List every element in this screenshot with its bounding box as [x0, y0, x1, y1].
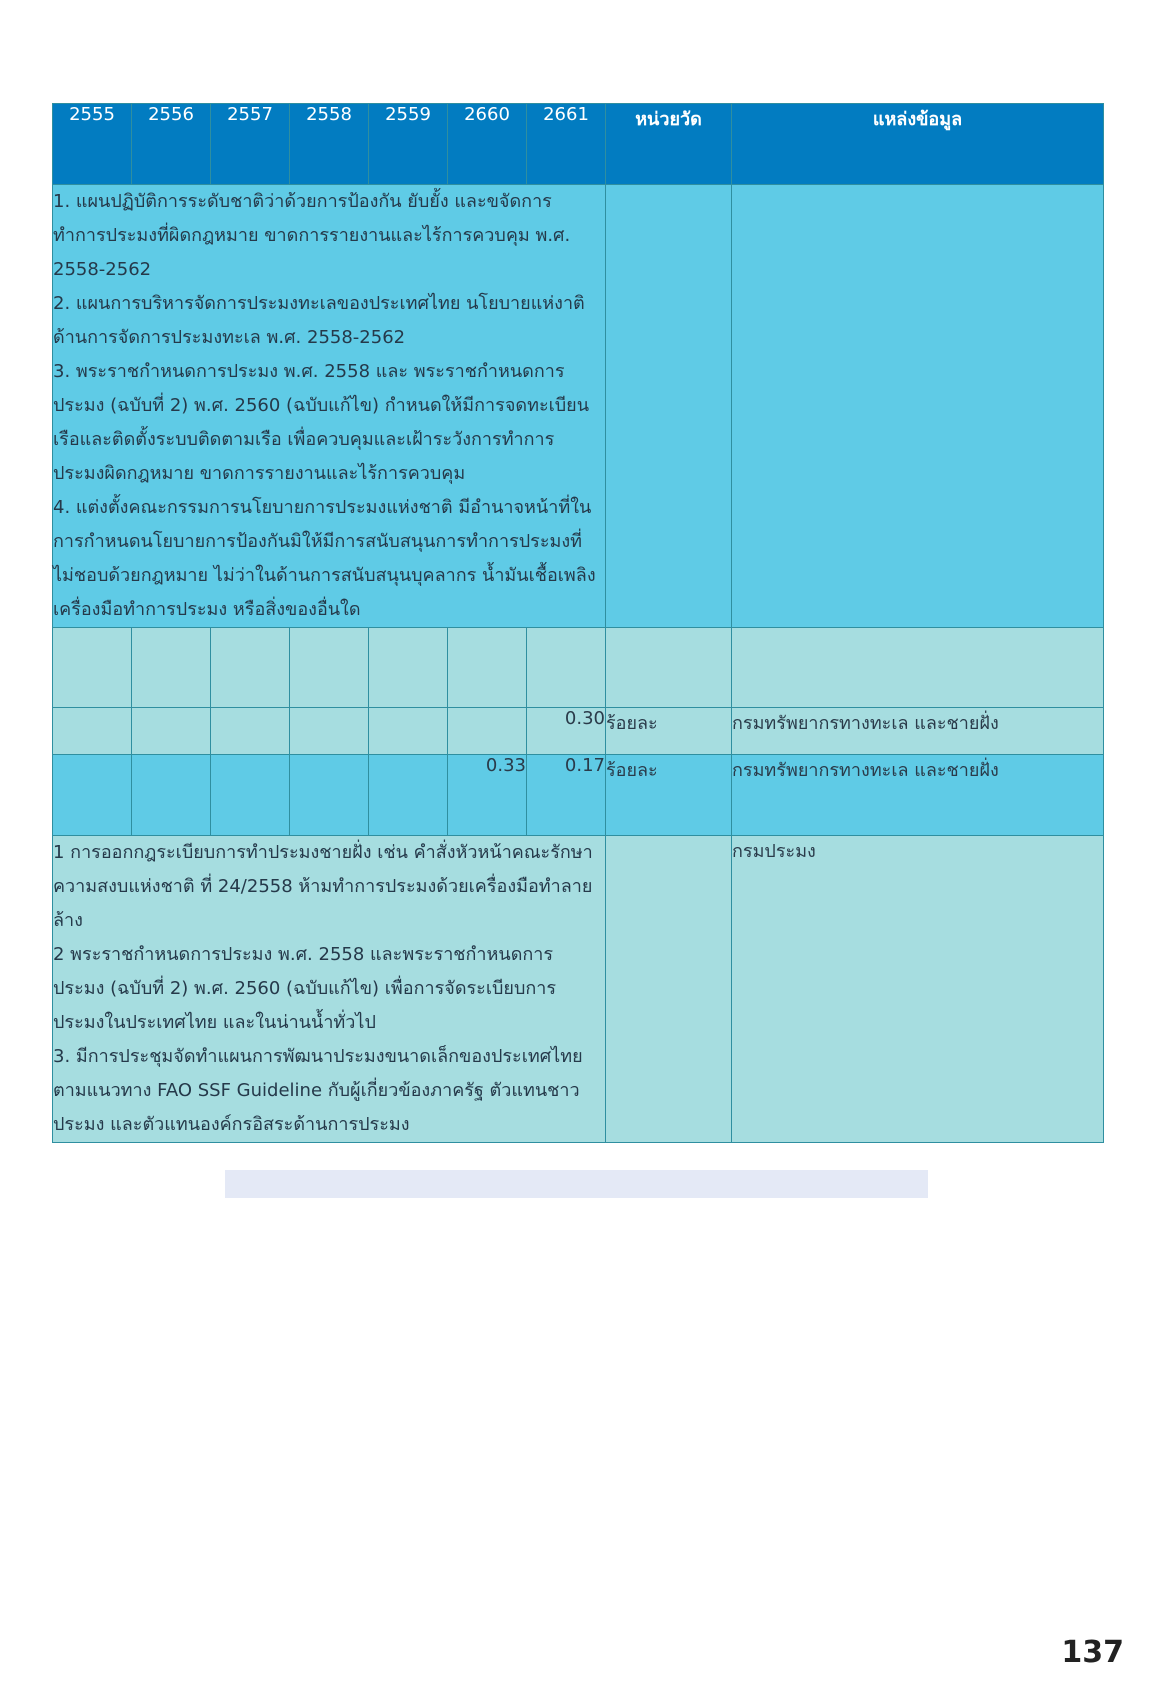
- value-cell: [132, 628, 211, 708]
- unit-cell: ร้อยละ: [606, 708, 732, 755]
- text-line: ประมงผิดกฎหมาย ขาดการรายงานและไร้การควบคุม: [53, 463, 466, 484]
- value-cell: [290, 628, 369, 708]
- indicator-table: [52, 103, 1104, 1143]
- text-line: การกำหนดนโยบายการป้องกันมิให้มีการสนับสนุนการทำการประมงที่: [53, 531, 583, 552]
- text-line: ประมง (ฉบับที่ 2) พ.ศ. 2560 (ฉบับแก้ไข) กำหนดให้มีการจดทะเบียน: [53, 395, 590, 416]
- source-cell: กรมทรัพยากรทางทะเล และชายฝั่ง: [732, 755, 1104, 836]
- value-cell: [211, 628, 290, 708]
- data-row: [53, 755, 1104, 836]
- text-line: ความสงบแห่งชาติ ที่ 24/2558 ห้ามทำการประมงด้วยเครื่องมือทำลาย: [53, 876, 593, 897]
- source-cell: กรมประมง: [732, 836, 1104, 1143]
- footer-bar: [225, 1170, 928, 1198]
- value-cell: [53, 708, 132, 755]
- value-cell: [290, 755, 369, 836]
- policy-section-row: [53, 185, 1104, 628]
- year-header: 2556: [132, 104, 211, 185]
- value-cell: [527, 628, 606, 708]
- value-cell: [369, 628, 448, 708]
- value-cell: [448, 708, 527, 755]
- value-cell: 0.33: [448, 755, 527, 836]
- unit-cell: ร้อยละ: [606, 755, 732, 836]
- text-line: เครื่องมือทำการประมง หรือสิ่งของอื่นใด: [53, 599, 361, 620]
- value-cell: [211, 755, 290, 836]
- value-cell: 0.17: [527, 755, 606, 836]
- text-line: เรือและติดตั้งระบบติดตามเรือ เพื่อควบคุมและเฝ้าระวังการทำการ: [53, 429, 555, 450]
- text-line: 3. พระราชกำหนดการประมง พ.ศ. 2558 และ พระราชกำหนดการ: [53, 361, 565, 382]
- unit-cell: [606, 628, 732, 708]
- fisheries-measures-text: [53, 836, 606, 1143]
- source-cell: [732, 628, 1104, 708]
- value-cell: 0.30: [527, 708, 606, 755]
- value-cell: [132, 755, 211, 836]
- value-cell: [290, 708, 369, 755]
- fisheries-section-row: [53, 836, 1104, 1143]
- text-line: ด้านการจัดการประมงทะเล พ.ศ. 2558-2562: [53, 327, 406, 348]
- year-header: 2558: [290, 104, 369, 185]
- year-header: 2559: [369, 104, 448, 185]
- source-header: แหล่งข้อมูล: [732, 104, 1104, 185]
- value-cell: [132, 708, 211, 755]
- policy-measures-text: [53, 185, 606, 628]
- year-header: 2555: [53, 104, 132, 185]
- header-row: [53, 104, 1104, 185]
- unit-cell: [606, 185, 732, 628]
- text-line: 2558-2562: [53, 259, 152, 280]
- text-line: ตามแนวทาง FAO SSF Guideline กับผู้เกี่ยวข้องภาครัฐ ตัวแทนชาว: [53, 1080, 580, 1101]
- value-cell: [53, 628, 132, 708]
- year-header: 2557: [211, 104, 290, 185]
- value-cell: [211, 708, 290, 755]
- year-header: 2660: [448, 104, 527, 185]
- value-cell: [369, 708, 448, 755]
- text-line: 2. แผนการบริหารจัดการประมงทะเลของประเทศไทย นโยบายแห่งาติ: [53, 293, 585, 314]
- empty-row: [53, 628, 1104, 708]
- text-line: 3. มีการประชุมจัดทำแผนการพัฒนาประมงขนาดเล็กของประเทศไทย: [53, 1046, 583, 1067]
- page-number: 137: [1061, 1635, 1124, 1670]
- text-line: ประมง (ฉบับที่ 2) พ.ศ. 2560 (ฉบับแก้ไข) เพื่อการจัดระเบียบการ: [53, 978, 557, 999]
- text-line: ประมง และตัวแทนองค์กรอิสระด้านการประมง: [53, 1114, 410, 1135]
- year-header: 2661: [527, 104, 606, 185]
- text-line: 4. แต่งตั้งคณะกรรมการนโยบายการประมงแห่งชาติ มีอำนาจหน้าที่ใน: [53, 497, 592, 518]
- unit-cell: [606, 836, 732, 1143]
- text-line: ล้าง: [53, 910, 83, 931]
- value-cell: [369, 755, 448, 836]
- text-line: 2 พระราชกำหนดการประมง พ.ศ. 2558 และพระราชกำหนดการ: [53, 944, 554, 965]
- text-line: ทำการประมงที่ผิดกฎหมาย ขาดการรายงานและไร้การควบคุม พ.ศ.: [53, 225, 571, 246]
- unit-header: หน่วยวัด: [606, 104, 732, 185]
- text-line: ประมงในประเทศไทย และในน่านน้ำทั่วไป: [53, 1012, 376, 1033]
- value-cell: [53, 755, 132, 836]
- source-cell: กรมทรัพยากรทางทะเล และชายฝั่ง: [732, 708, 1104, 755]
- source-cell: [732, 185, 1104, 628]
- text-line: ไม่ชอบด้วยกฎหมาย ไม่ว่าในด้านการสนับสนุนบุคลากร น้ำมันเชื้อเพลิง: [53, 565, 596, 586]
- text-line: 1. แผนปฏิบัติการระดับชาติว่าด้วยการป้องกัน ยับยั้ง และขจัดการ: [53, 191, 552, 212]
- value-cell: [448, 628, 527, 708]
- data-row: [53, 708, 1104, 755]
- text-line: 1 การออกกฎระเบียบการทำประมงชายฝั่ง เช่น คำสั่งหัวหน้าคณะรักษา: [53, 842, 593, 863]
